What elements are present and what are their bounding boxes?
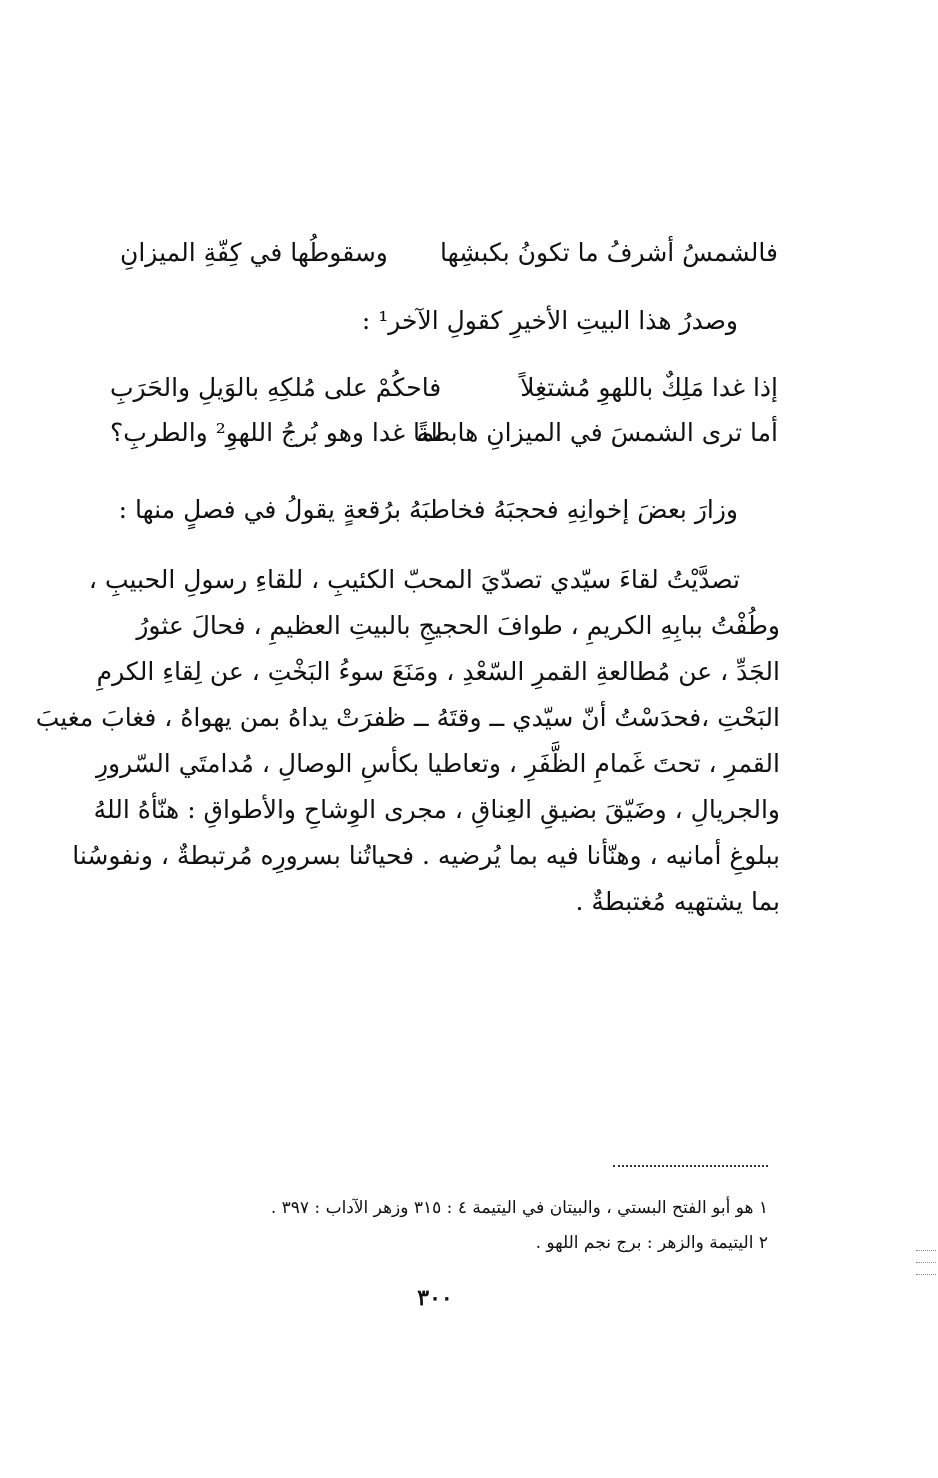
page-number: ٣٠٠ — [417, 1285, 453, 1311]
verse1-first-hemistich: فالشمسُ أشرفُ ما تكونُ بكبشِها — [439, 238, 778, 267]
paragraph-line: والجريالِ ، وضَيّقَ بضيقِ العِناقِ ، مجرى الوِشاحِ والأطواقِ : هنّأهُ اللهُ — [93, 795, 780, 824]
footnote-2: ٢ اليتيمة والزهر : برج نجم اللهو . — [535, 1233, 768, 1253]
paragraph-line: البَحْتِ ،فحدَسْتُ أنّ سيّدي ــ وقتَهُ ــ ظفرَتْ يداهُ بمن يهواهُ ، فغابَ مغيبَ — [35, 703, 780, 732]
scan-edge-mark — [916, 1250, 936, 1251]
intro-line-1: وصدرُ هذا البيتِ الأخيرِ كقولِ الآخر¹ : — [361, 306, 738, 335]
paragraph-line: ببلوغِ أمانيه ، وهنّأنا فيه بما يُرضيه . فحياتُنا بسرورِه مُرتبطةٌ ، ونفوسُنا — [72, 841, 780, 870]
verse1-second-hemistich: وسقوطُها في كِفّةِ الميزانِ — [120, 238, 388, 267]
scan-edge-mark — [916, 1274, 936, 1275]
verse2-second-hemistich: فاحكُمْ على مُلكِهِ بالوَيلِ والحَرَبِ — [110, 373, 442, 402]
verse3-second-hemistich: لما غدا وهو بُرجُ اللهوِ² والطربِ؟ — [110, 418, 443, 447]
paragraph-line: الجَدِّ ، عن مُطالعةِ القمرِ السّعْدِ ، ومَنَعَ سوءُ البَخْتِ ، عن لِقاءِ الكرمِ — [96, 657, 780, 686]
prose-paragraph — [35, 565, 780, 933]
intro-line-2: وزارَ بعضَ إخوانِهِ فحجبَهُ فخاطبَهُ برُقعةٍ يقولُ في فصلٍ منها : — [118, 495, 738, 524]
paragraph-line: تصدَّيْتُ لقاءَ سيّدي تصدّيَ المحبّ الكئيبِ ، للقاءِ رسولِ الحبيبِ ، — [88, 565, 740, 594]
scan-edge-mark — [916, 1262, 936, 1263]
paragraph-line: وطُفْتُ ببابِهِ الكريمِ ، طوافَ الحجيجِ بالبيتِ العظيمِ ، فحالَ عثورُ — [136, 611, 780, 640]
verse2-first-hemistich: إذا غدا مَلِكٌ باللهوِ مُشتغِلاً — [520, 373, 778, 402]
paragraph-line: القمرِ ، تحتَ غَمامِ الظَّفَرِ ، وتعاطيا بكأسِ الوصالِ ، مُدامتَي السّرورِ — [95, 749, 780, 778]
verse3-first-hemistich: أما ترى الشمسَ في الميزانِ هابطةً — [416, 418, 778, 447]
footnote-separator — [613, 1165, 768, 1167]
footnote-1: ١ هو أبو الفتح البستي ، والبيتان في اليتيمة ٤ : ٣١٥ وزهر الآداب : ٣٩٧ . — [270, 1198, 768, 1218]
paragraph-line: بما يشتهيه مُغتبطةٌ . — [575, 887, 780, 916]
